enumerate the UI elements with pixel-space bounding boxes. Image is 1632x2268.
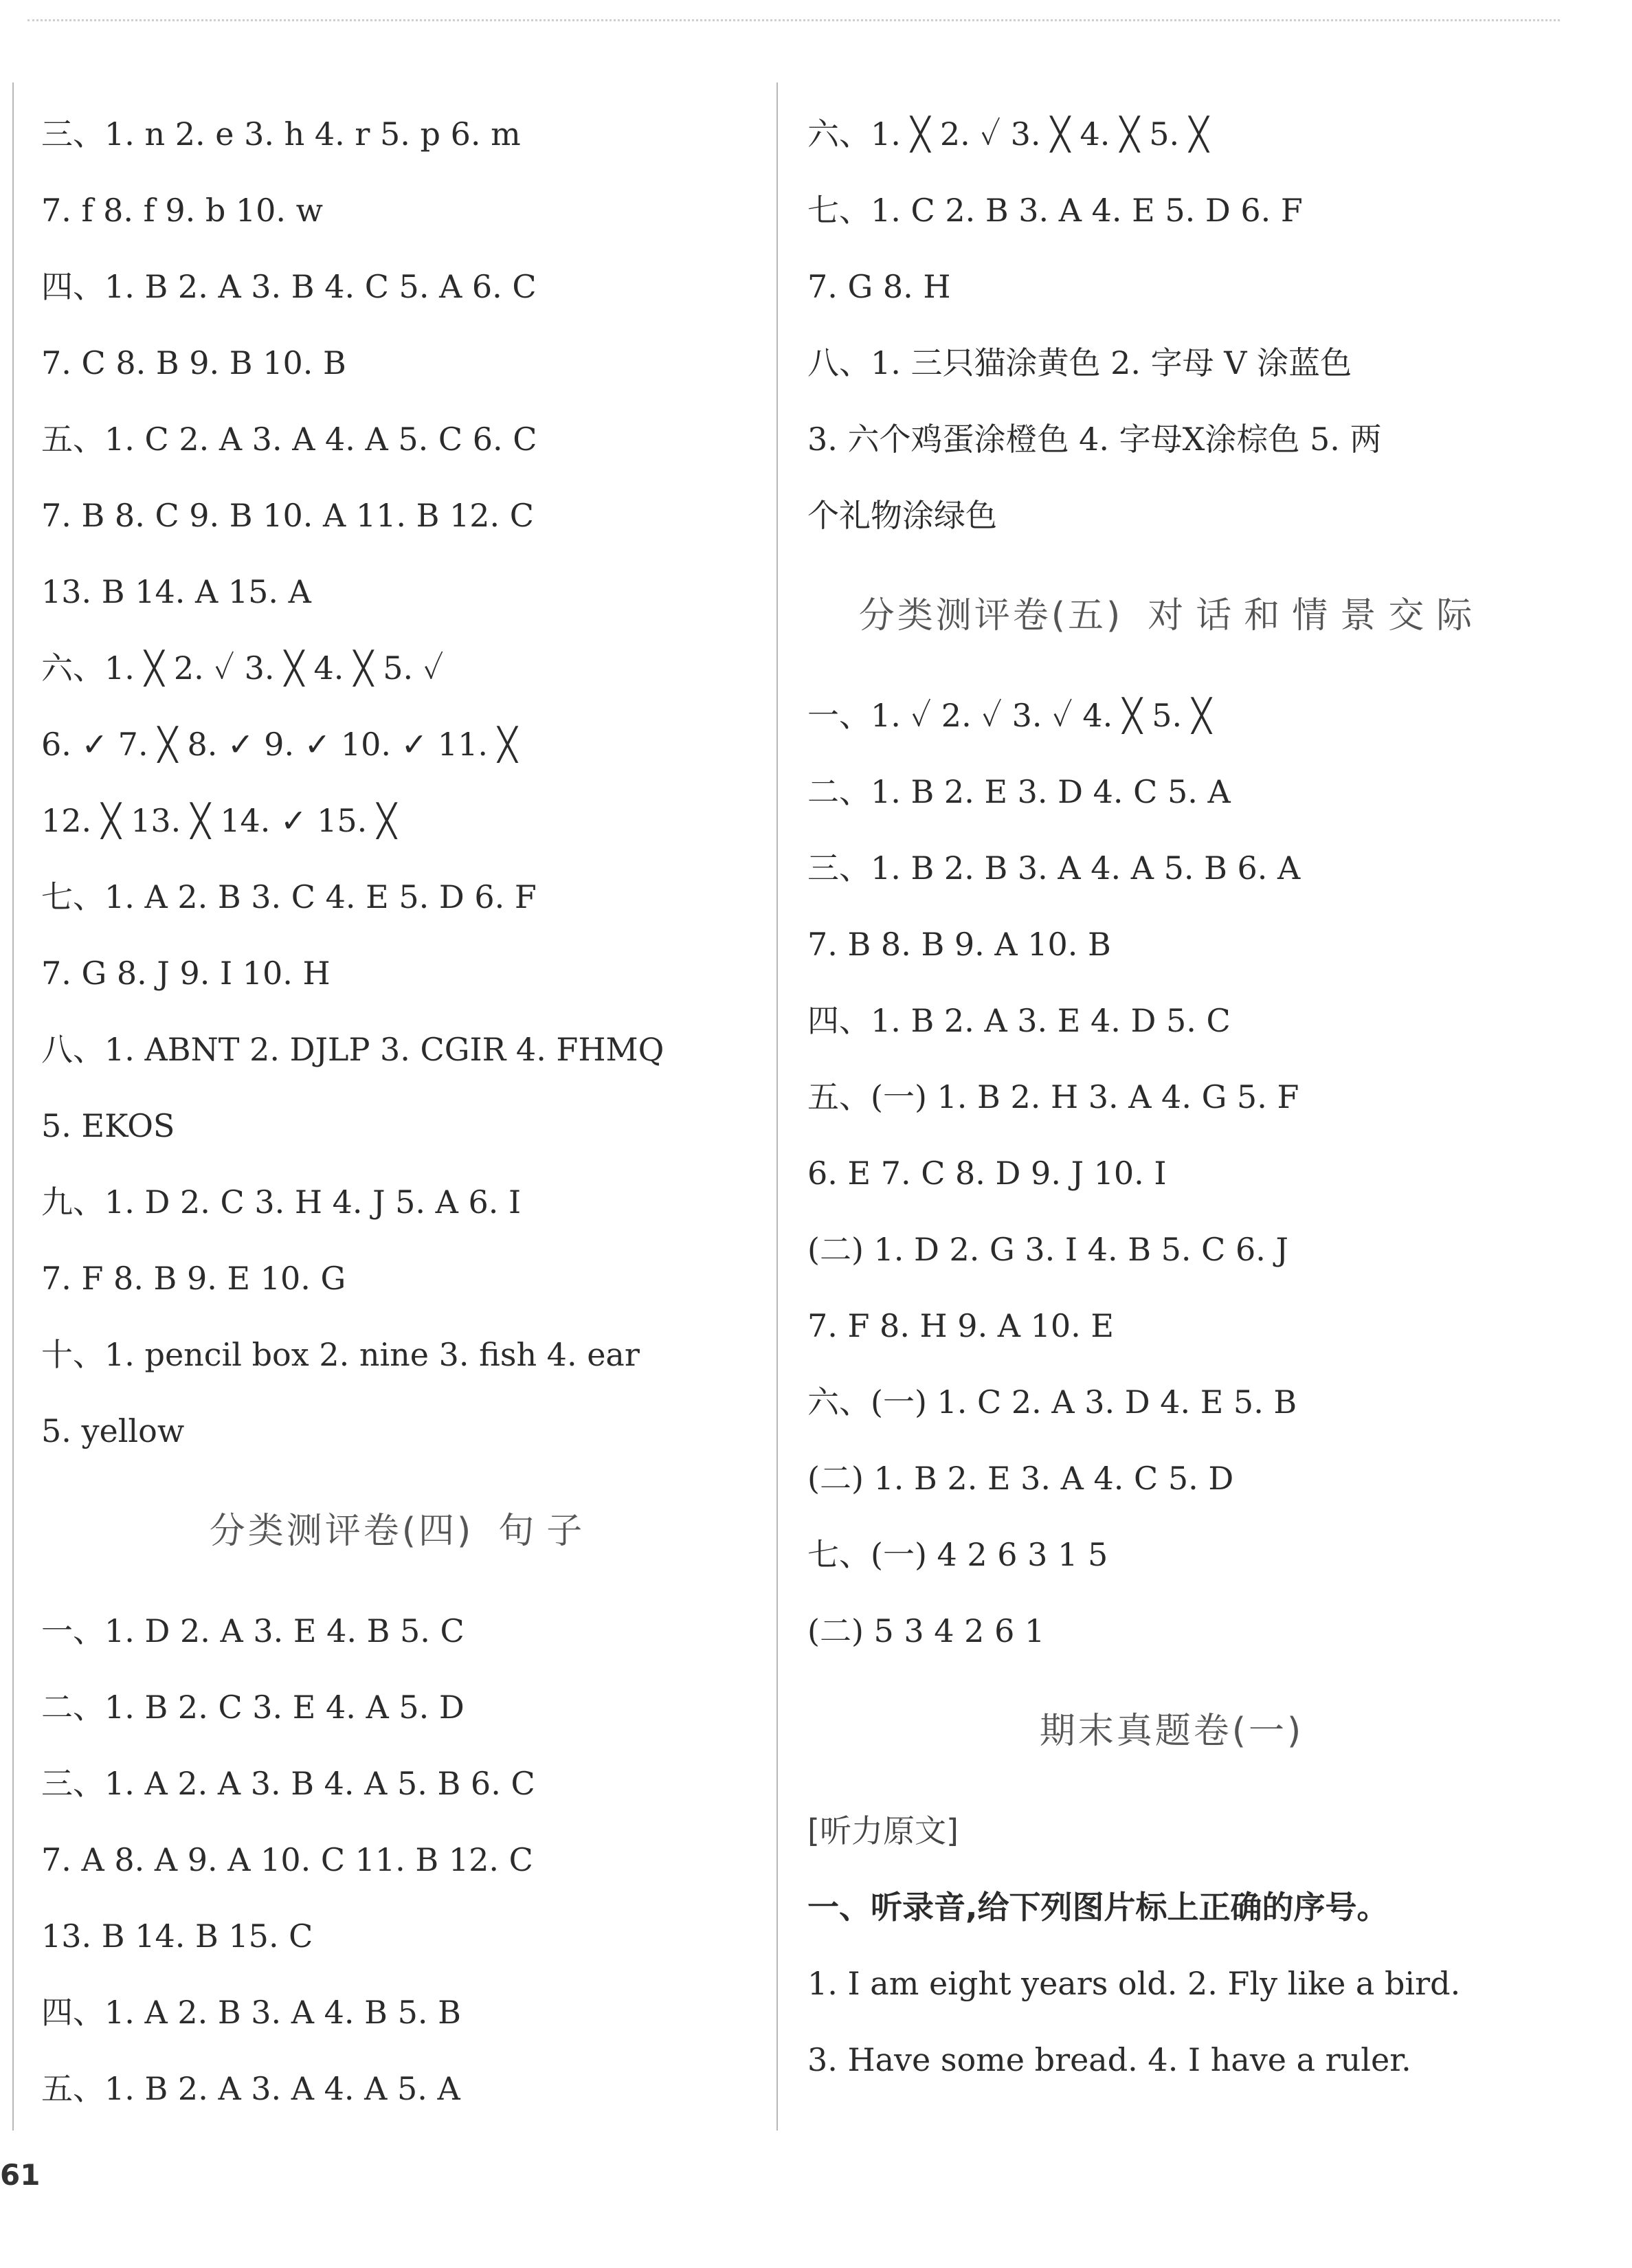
answer-line: 四、1. B 2. A 3. B 4. C 5. A 6. C (41, 268, 537, 305)
answer-line: 13. B 14. B 15. C (41, 1917, 313, 1955)
left-column (41, 96, 763, 2127)
answer-line: 13. B 14. A 15. A (41, 573, 311, 610)
answer-line: 7. C 8. B 9. B 10. B (41, 344, 346, 381)
answer-line: (二) 1. B 2. E 3. A 4. C 5. D (807, 1460, 1234, 1497)
answer-line: 7. G 8. J 9. I 10. H (41, 955, 331, 992)
left-margin-rule (12, 82, 14, 2131)
answer-line: 1. I am eight years old. 2. Fly like a bird. (807, 1965, 1461, 2002)
section-title-main: 分类测评卷(五) (858, 595, 1124, 636)
answer-line: 四、1. A 2. B 3. A 4. B 5. B (41, 1994, 461, 2031)
answer-line: 7. A 8. A 9. A 10. C 11. B 12. C (41, 1841, 533, 1878)
answer-line: 5. EKOS (41, 1107, 175, 1144)
answer-line: 3. 六个鸡蛋涂橙色 4. 字母X涂棕色 5. 两 (807, 421, 1382, 458)
column-divider (776, 82, 778, 2131)
transcript-label: [听力原文] (807, 1812, 959, 1849)
page-number: 61 (0, 2158, 41, 2192)
answer-line: 一、1. D 2. A 3. E 4. B 5. C (41, 1612, 465, 1649)
answer-line: 三、1. n 2. e 3. h 4. r 5. p 6. m (41, 115, 521, 153)
answer-line: (二) 5 3 4 2 6 1 (807, 1612, 1045, 1649)
answer-line: 3. Have some bread. 4. I have a ruler. (807, 2041, 1411, 2078)
answer-line: 一、1. ✓ 2. ✓ 3. ✓ 4. ╳ 5. ╳ (807, 697, 1211, 734)
answer-line: (二) 1. D 2. G 3. I 4. B 5. C 6. J (807, 1231, 1288, 1268)
answer-line: 五、1. B 2. A 3. A 4. A 5. A (41, 2070, 460, 2107)
section-title-sub: 句子 (498, 1511, 595, 1552)
answer-line: 五、(一) 1. B 2. H 3. A 4. G 5. F (807, 1078, 1299, 1115)
answer-line: 6. ✓ 7. ╳ 8. ✓ 9. ✓ 10. ✓ 11. ╳ (41, 726, 517, 763)
answer-line: 四、1. B 2. A 3. E 4. D 5. C (807, 1002, 1231, 1039)
section-title (41, 1469, 763, 1593)
answer-line: 7. F 8. H 9. A 10. E (807, 1307, 1115, 1344)
answer-line: 5. yellow (41, 1412, 185, 1449)
right-column (807, 96, 1536, 2098)
answer-line: 九、1. D 2. C 3. H 4. J 5. A 6. I (41, 1183, 522, 1221)
answer-line: 7. f 8. f 9. b 10. w (41, 192, 324, 229)
answer-line: 7. F 8. B 9. E 10. G (41, 1260, 346, 1297)
top-dotted-rule (27, 0, 1560, 21)
answer-line: 12. ╳ 13. ╳ 14. ✓ 15. ╳ (41, 802, 396, 839)
section-title (807, 1669, 1536, 1793)
answer-line: 三、1. A 2. A 3. B 4. A 5. B 6. C (41, 1765, 535, 1802)
answer-line: 五、1. C 2. A 3. A 4. A 5. C 6. C (41, 421, 537, 458)
answer-line: 七、1. C 2. B 3. A 4. E 5. D 6. F (807, 192, 1303, 229)
answer-line: 6. E 7. C 8. D 9. J 10. I (807, 1155, 1167, 1192)
answer-line: 二、1. B 2. E 3. D 4. C 5. A (807, 773, 1231, 810)
section-title (807, 554, 1536, 678)
section-title-main: 分类测评卷(四) (209, 1511, 474, 1552)
answer-line: 十、1. pencil box 2. nine 3. fish 4. ear (41, 1336, 640, 1373)
answer-line: 八、1. 三只猫涂黄色 2. 字母 V 涂蓝色 (807, 344, 1352, 381)
answer-line: 六、1. ╳ 2. ✓ 3. ╳ 4. ╳ 5. ✓ (41, 649, 444, 687)
answer-line: 六、(一) 1. C 2. A 3. D 4. E 5. B (807, 1383, 1297, 1421)
answer-line: 八、1. ABNT 2. DJLP 3. CGIR 4. FHMQ (41, 1031, 664, 1068)
answer-line: 七、1. A 2. B 3. C 4. E 5. D 6. F (41, 878, 537, 915)
answer-line: 三、1. B 2. B 3. A 4. A 5. B 6. A (807, 849, 1301, 887)
section-title-sub: 对话和情景交际 (1148, 595, 1485, 636)
section-title-main: 期末真题卷(一) (1039, 1711, 1304, 1752)
question-instruction: 一、听录音,给下列图片标上正确的序号。 (807, 1889, 1389, 1926)
answer-line: 7. G 8. H (807, 268, 951, 305)
answer-line: 六、1. ╳ 2. ✓ 3. ╳ 4. ╳ 5. ╳ (807, 115, 1209, 153)
answer-line: 7. B 8. C 9. B 10. A 11. B 12. C (41, 497, 534, 534)
answer-line: 7. B 8. B 9. A 10. B (807, 926, 1111, 963)
answer-line: 七、(一) 4 2 6 3 1 5 (807, 1536, 1108, 1573)
answer-line: 二、1. B 2. C 3. E 4. A 5. D (41, 1689, 465, 1726)
answer-line: 个礼物涂绿色 (807, 497, 997, 534)
